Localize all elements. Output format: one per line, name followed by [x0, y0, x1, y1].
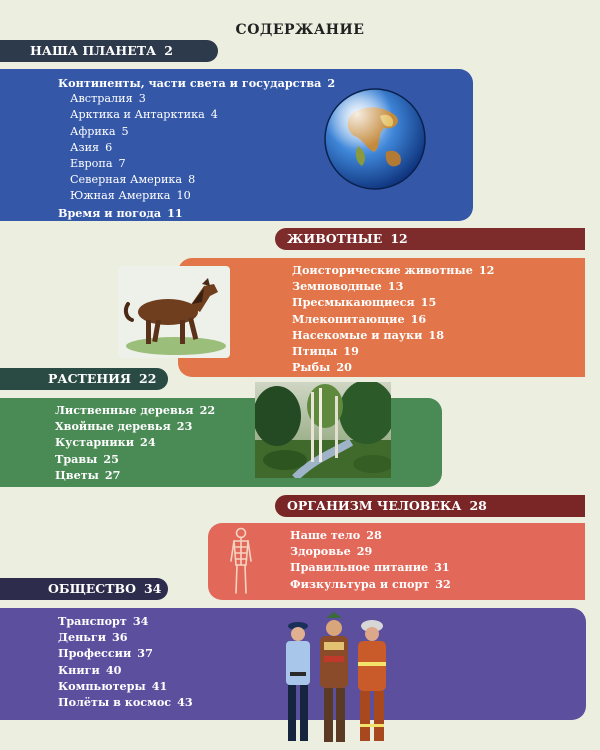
tab-plants-label: РАСТЕНИЯ: [48, 371, 132, 386]
toc-entry[interactable]: Арктика и Антарктика 4: [70, 108, 218, 122]
toc-entry[interactable]: Время и погода 11: [58, 205, 183, 220]
plants-list: [55, 402, 215, 483]
toc-entry[interactable]: Доисторические животные 12: [292, 263, 495, 277]
tab-society-page: 34: [143, 581, 162, 596]
tab-plants[interactable]: [0, 368, 168, 390]
toc-entry[interactable]: Африка 5: [70, 124, 129, 138]
tab-plants-page: 22: [139, 371, 157, 386]
professions-people-illustration: [276, 612, 396, 748]
horse-illustration: [118, 266, 230, 358]
planet-list: [58, 75, 335, 221]
toc-entry[interactable]: Профессии 37: [58, 646, 153, 661]
human-list: [290, 527, 451, 592]
toc-entry[interactable]: Правильное питание 31: [290, 560, 450, 575]
toc-entry[interactable]: Деньги 36: [58, 630, 128, 645]
animals-list: [292, 262, 494, 375]
tab-human-page: 28: [469, 498, 487, 513]
toc-entry[interactable]: Транспорт 34: [58, 614, 149, 628]
toc-entry[interactable]: Азия 6: [70, 140, 113, 154]
toc-entry[interactable]: Европа 7: [70, 156, 126, 170]
tab-human-label: ОРГАНИЗМ ЧЕЛОВЕКА: [287, 498, 462, 513]
toc-entry[interactable]: Хвойные деревья 23: [55, 419, 193, 434]
toc-entry[interactable]: Лиственные деревья 22: [55, 403, 216, 417]
toc-entry[interactable]: Земноводные 13: [292, 279, 404, 294]
tab-society-label: ОБЩЕСТВО: [48, 581, 136, 596]
toc-entry[interactable]: Северная Америка 8: [70, 173, 196, 187]
tab-animals-page: 12: [390, 231, 408, 246]
globe-illustration: [322, 86, 428, 192]
toc-entry[interactable]: Книги 40: [58, 662, 122, 677]
toc-entry[interactable]: Наше тело 28: [290, 528, 382, 542]
tab-animals[interactable]: [275, 228, 585, 250]
toc-entry[interactable]: Континенты, части света и государства 2: [58, 76, 336, 90]
toc-entry[interactable]: Австралия 3: [70, 92, 146, 106]
toc-entry[interactable]: Рыбы 20: [292, 360, 352, 375]
forest-painting: [255, 382, 391, 478]
toc-entry[interactable]: Южная Америка 10: [70, 189, 191, 203]
toc-entry[interactable]: Полёты в космос 43: [58, 694, 193, 709]
tab-planet[interactable]: [0, 40, 218, 62]
human-body-figure: [228, 527, 254, 595]
tab-human[interactable]: [275, 495, 585, 517]
toc-entry[interactable]: Физкультура и спорт 32: [290, 576, 451, 591]
society-list: [58, 613, 193, 710]
tab-planet-page: 2: [164, 43, 173, 58]
toc-entry[interactable]: Компьютеры 41: [58, 678, 168, 693]
tab-society[interactable]: [0, 578, 168, 600]
toc-entry[interactable]: Пресмыкающиеся 15: [292, 295, 437, 310]
toc-entry[interactable]: Здоровье 29: [290, 544, 373, 559]
toc-entry[interactable]: Цветы 27: [55, 467, 121, 482]
tab-animals-label: ЖИВОТНЫЕ: [287, 231, 383, 246]
toc-entry[interactable]: Кустарники 24: [55, 435, 156, 450]
toc-entry[interactable]: Травы 25: [55, 451, 119, 466]
page-title: СОДЕРЖАНИЕ: [235, 22, 365, 38]
toc-entry[interactable]: Млекопитающие 16: [292, 311, 427, 326]
tab-planet-label: НАША ПЛАНЕТА: [30, 43, 157, 58]
toc-entry[interactable]: Птицы 19: [292, 343, 359, 358]
toc-entry[interactable]: Насекомые и пауки 18: [292, 327, 444, 342]
